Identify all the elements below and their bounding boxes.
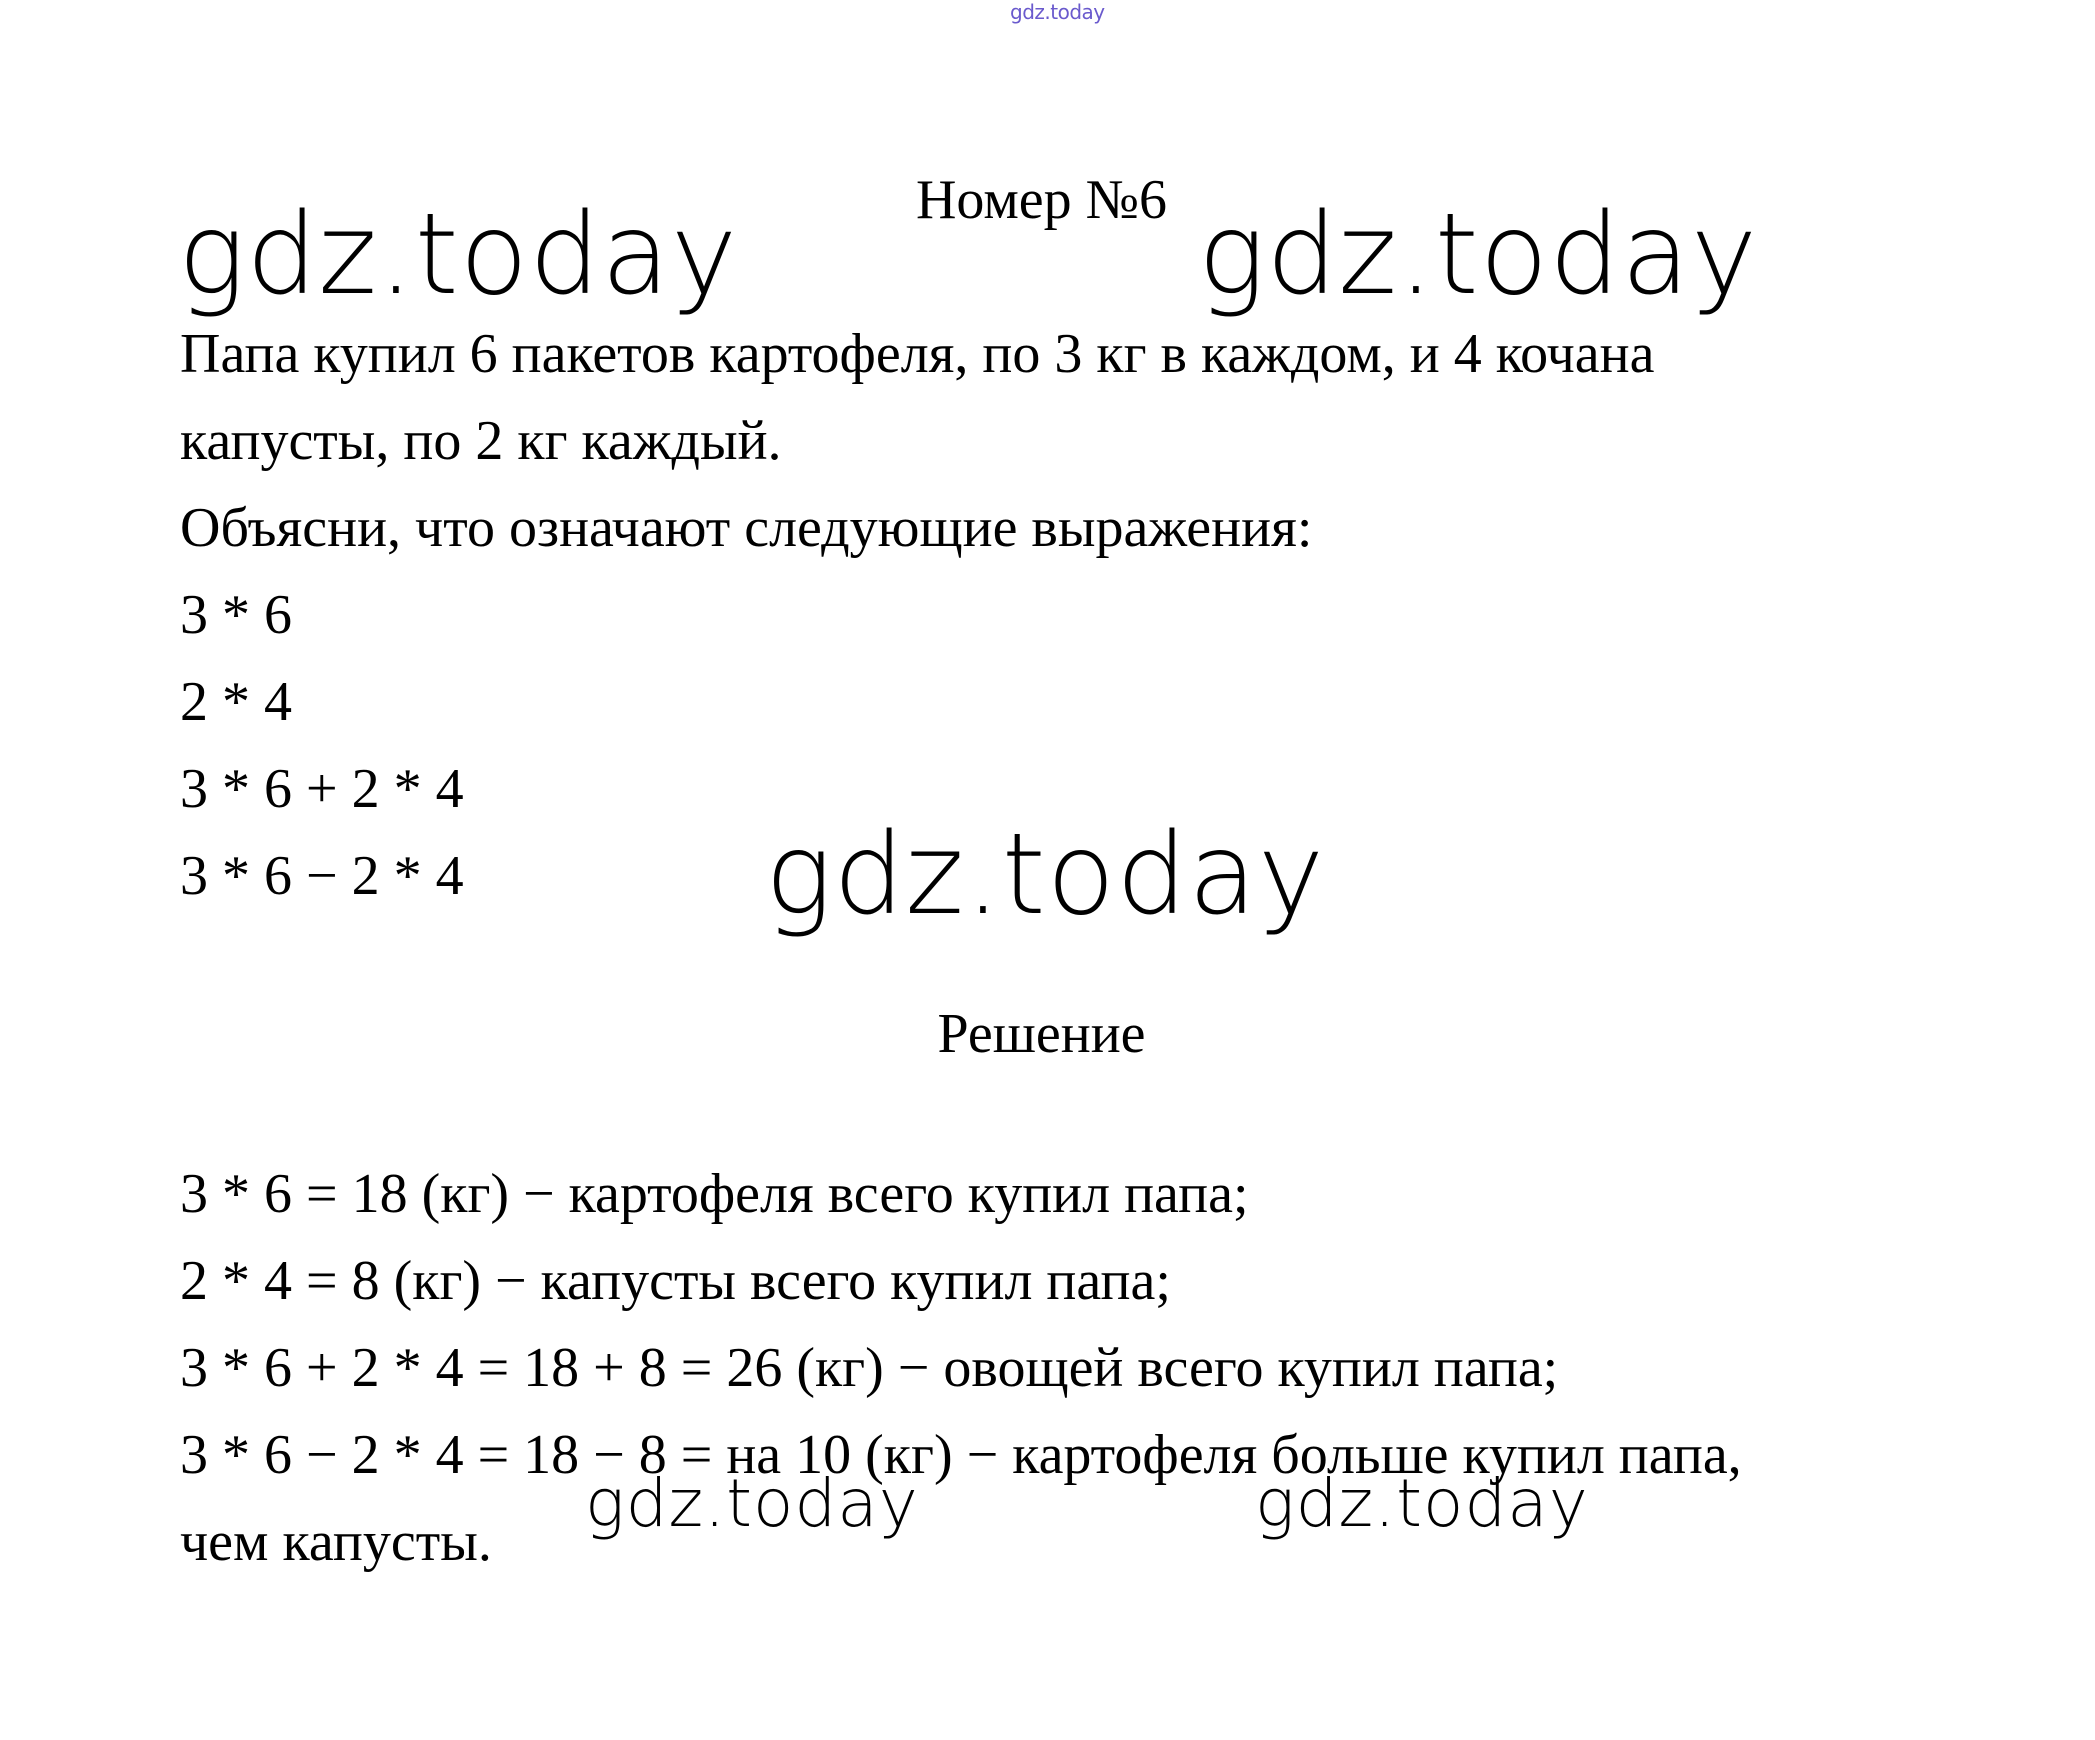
watermark: gdz.today <box>585 1465 919 1542</box>
expression-line: 3 * 6 <box>180 584 292 646</box>
solution-line: чем капусты. <box>180 1511 492 1573</box>
watermark: gdz.today <box>765 810 1326 940</box>
solution-line: 2 * 4 = 8 (кг) − капусты всего купил папа; <box>180 1250 1171 1312</box>
solution-heading: Решение <box>937 1003 1146 1065</box>
problem-line: Объясни, что означают следующие выражения: <box>180 497 1313 559</box>
problem-line: капусты, по 2 кг каждый. <box>180 410 782 472</box>
site-watermark-top: gdz.today <box>1010 0 1105 24</box>
problem-line: Папа купил 6 пакетов картофеля, по 3 кг в каждом, и 4 кочана <box>180 323 1655 385</box>
watermark: gdz.today <box>1198 190 1759 320</box>
page-title: Номер №6 <box>915 169 1168 231</box>
solution-line: 3 * 6 = 18 (кг) − картофеля всего купил папа; <box>180 1163 1249 1225</box>
expression-line: 3 * 6 − 2 * 4 <box>180 845 464 907</box>
solution-line: 3 * 6 + 2 * 4 = 18 + 8 = 26 (кг) − овощей всего купил папа; <box>180 1337 1559 1399</box>
expression-line: 3 * 6 + 2 * 4 <box>180 758 464 820</box>
solution-line: 3 * 6 − 2 * 4 = 18 − 8 = на 10 (кг) − картофеля больше купил папа, <box>180 1424 1742 1486</box>
watermark: gdz.today <box>178 190 739 320</box>
watermark: gdz.today <box>1255 1465 1589 1542</box>
expression-line: 2 * 4 <box>180 671 292 733</box>
